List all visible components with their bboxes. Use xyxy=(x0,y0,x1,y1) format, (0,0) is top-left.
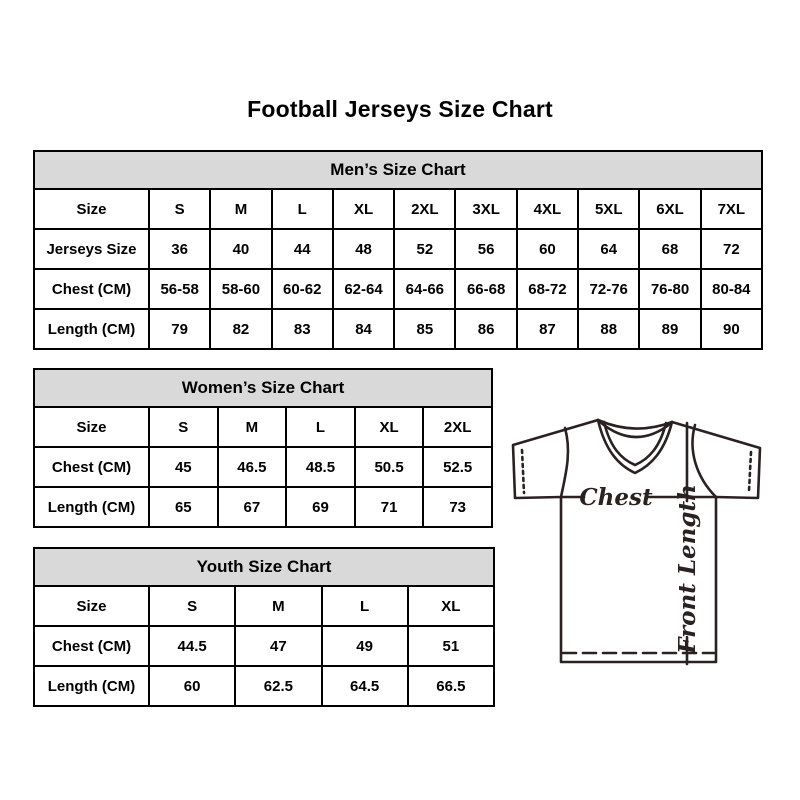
youth-cell-0-1: M xyxy=(235,586,321,626)
women-cell-1-3: 50.5 xyxy=(355,447,424,487)
youth-row-0 xyxy=(34,586,494,626)
men-cell-1-1: 40 xyxy=(210,229,271,269)
men-cell-0-8: 6XL xyxy=(639,189,700,229)
youth-row-label-2: Length (CM) xyxy=(34,666,149,706)
men-cell-2-9: 80-84 xyxy=(701,269,762,309)
men-row-2 xyxy=(34,269,762,309)
youth-cell-1-2: 49 xyxy=(322,626,408,666)
youth-cell-1-1: 47 xyxy=(235,626,321,666)
men-cell-2-0: 56-58 xyxy=(149,269,210,309)
women-cell-2-0: 65 xyxy=(149,487,218,527)
men-cell-1-9: 72 xyxy=(701,229,762,269)
women-cell-2-4: 73 xyxy=(423,487,492,527)
women-cell-2-3: 71 xyxy=(355,487,424,527)
youth-cell-1-0: 44.5 xyxy=(149,626,235,666)
women-cell-0-3: XL xyxy=(355,407,424,447)
men-cell-1-8: 68 xyxy=(639,229,700,269)
youth-cell-1-3: 51 xyxy=(408,626,494,666)
women-table-header: Women’s Size Chart xyxy=(34,369,492,407)
men-row-label-3: Length (CM) xyxy=(34,309,149,349)
men-cell-0-5: 3XL xyxy=(455,189,516,229)
women-cell-1-1: 46.5 xyxy=(218,447,287,487)
youth-cell-0-3: XL xyxy=(408,586,494,626)
front-length-label: Front Length xyxy=(674,484,701,654)
men-cell-0-9: 7XL xyxy=(701,189,762,229)
men-cell-3-0: 79 xyxy=(149,309,210,349)
men-cell-2-4: 64-66 xyxy=(394,269,455,309)
men-cell-0-3: XL xyxy=(333,189,394,229)
men-cell-1-5: 56 xyxy=(455,229,516,269)
men-row-3 xyxy=(34,309,762,349)
womens-size-chart-table xyxy=(33,368,493,528)
women-cell-0-2: L xyxy=(286,407,355,447)
women-cell-0-0: S xyxy=(149,407,218,447)
men-cell-2-7: 72-76 xyxy=(578,269,639,309)
men-cell-0-1: M xyxy=(210,189,271,229)
men-cell-2-5: 66-68 xyxy=(455,269,516,309)
women-header-row xyxy=(34,369,492,407)
youth-row-label-1: Chest (CM) xyxy=(34,626,149,666)
men-cell-2-8: 76-80 xyxy=(639,269,700,309)
women-row-label-1: Chest (CM) xyxy=(34,447,149,487)
women-row-label-2: Length (CM) xyxy=(34,487,149,527)
women-row-2 xyxy=(34,487,492,527)
youth-cell-0-0: S xyxy=(149,586,235,626)
men-cell-3-7: 88 xyxy=(578,309,639,349)
men-cell-3-3: 84 xyxy=(333,309,394,349)
chest-label: Chest xyxy=(579,484,653,511)
men-cell-0-4: 2XL xyxy=(394,189,455,229)
jersey-right-cuff-dashed-line xyxy=(749,452,751,491)
youth-row-label-0: Size xyxy=(34,586,149,626)
men-cell-3-2: 83 xyxy=(272,309,333,349)
jersey-left-cuff-dashed-line xyxy=(522,450,524,493)
women-cell-2-1: 67 xyxy=(218,487,287,527)
men-cell-1-7: 64 xyxy=(578,229,639,269)
men-cell-3-8: 89 xyxy=(639,309,700,349)
men-cell-1-6: 60 xyxy=(517,229,578,269)
women-cell-1-2: 48.5 xyxy=(286,447,355,487)
men-cell-3-4: 85 xyxy=(394,309,455,349)
women-cell-0-1: M xyxy=(218,407,287,447)
men-cell-2-6: 68-72 xyxy=(517,269,578,309)
women-row-0 xyxy=(34,407,492,447)
women-cell-1-4: 52.5 xyxy=(423,447,492,487)
men-cell-0-7: 5XL xyxy=(578,189,639,229)
men-cell-1-0: 36 xyxy=(149,229,210,269)
men-row-label-0: Size xyxy=(34,189,149,229)
men-cell-1-3: 48 xyxy=(333,229,394,269)
youth-table-header: Youth Size Chart xyxy=(34,548,494,586)
men-cell-2-3: 62-64 xyxy=(333,269,394,309)
women-cell-2-2: 69 xyxy=(286,487,355,527)
women-cell-1-0: 45 xyxy=(149,447,218,487)
youth-cell-2-1: 62.5 xyxy=(235,666,321,706)
jersey-left-armhole-seam xyxy=(561,428,568,497)
page-title: Football Jerseys Size Chart xyxy=(247,96,553,122)
men-cell-3-1: 82 xyxy=(210,309,271,349)
men-cell-0-0: S xyxy=(149,189,210,229)
youth-cell-2-2: 64.5 xyxy=(322,666,408,706)
youth-size-chart-table xyxy=(33,547,495,707)
men-row-label-2: Chest (CM) xyxy=(34,269,149,309)
men-row-label-1: Jerseys Size xyxy=(34,229,149,269)
women-row-1 xyxy=(34,447,492,487)
men-row-0 xyxy=(34,189,762,229)
youth-cell-2-3: 66.5 xyxy=(408,666,494,706)
men-row-1 xyxy=(34,229,762,269)
men-table-header: Men’s Size Chart xyxy=(34,151,762,189)
men-header-row xyxy=(34,151,762,189)
youth-cell-0-2: L xyxy=(322,586,408,626)
youth-cell-2-0: 60 xyxy=(149,666,235,706)
youth-row-1 xyxy=(34,626,494,666)
youth-row-2 xyxy=(34,666,494,706)
mens-size-chart-table xyxy=(33,150,763,350)
women-row-label-0: Size xyxy=(34,407,149,447)
men-cell-2-1: 58-60 xyxy=(210,269,271,309)
youth-header-row xyxy=(34,548,494,586)
men-cell-3-5: 86 xyxy=(455,309,516,349)
men-cell-0-2: L xyxy=(272,189,333,229)
men-cell-0-6: 4XL xyxy=(517,189,578,229)
men-cell-1-4: 52 xyxy=(394,229,455,269)
women-cell-0-4: 2XL xyxy=(423,407,492,447)
men-cell-3-6: 87 xyxy=(517,309,578,349)
men-cell-2-2: 60-62 xyxy=(272,269,333,309)
men-cell-1-2: 44 xyxy=(272,229,333,269)
men-cell-3-9: 90 xyxy=(701,309,762,349)
jersey-measurement-diagram xyxy=(500,405,775,695)
